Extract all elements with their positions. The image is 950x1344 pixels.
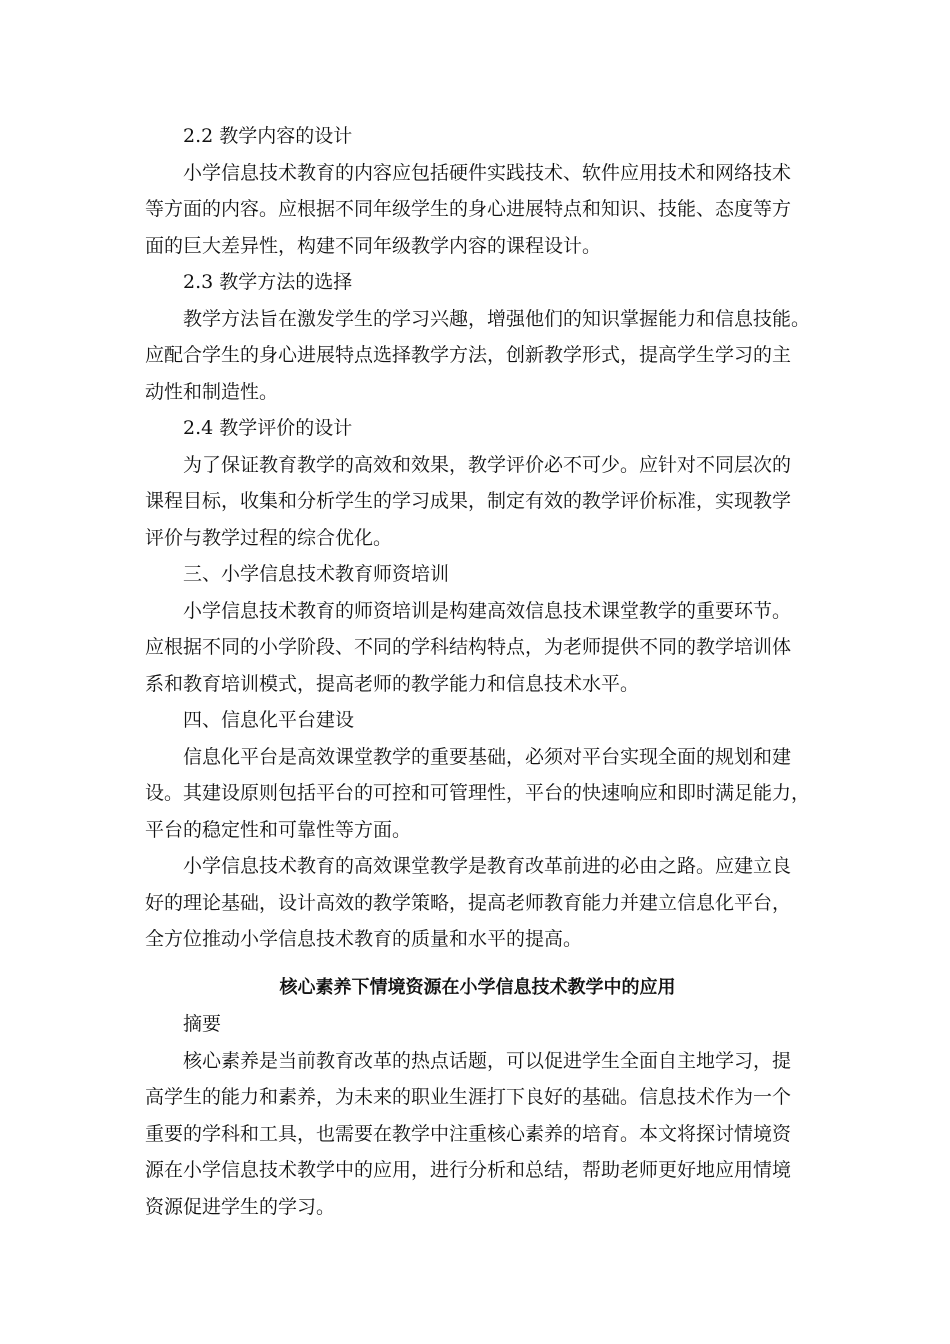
paragraph-line: 平台的稳定性和可靠性等方面。 (145, 818, 412, 841)
paragraph-line: 应根据不同的小学阶段、不同的学科结构特点，为老师提供不同的教学培训体 (145, 636, 792, 658)
paragraph-line: 面的巨大差异性，构建不同年级教学内容的课程设计。 (145, 234, 602, 257)
paragraph-line: 评价与教学过程的综合优化。 (145, 526, 393, 549)
paragraph-line: 设。其建设原则包括平台的可控和可管理性，平台的快速响应和即时满足能力， (145, 782, 811, 804)
abstract-line: 资源促进学生的学习。 (145, 1195, 336, 1218)
paragraph-line: 教学方法旨在激发学生的学习兴趣，增强他们的知识掌握能力和信息技能。 (183, 307, 811, 330)
conclusion-line: 好的理论基础，设计高效的教学策略，提高老师教育能力并建立信息化平台， (145, 891, 792, 914)
section-heading: 四、信息化平台建设 (183, 709, 355, 731)
abstract-line: 核心素养是当前教育改革的热点话题，可以促进学生全面自主地学习，提 (183, 1049, 792, 1072)
section-heading: 2.3 教学方法的选择 (183, 271, 353, 293)
paragraph-line: 小学信息技术教育的师资培训是构建高效信息技术课堂教学的重要环节。 (183, 599, 792, 622)
document-page (145, 118, 810, 1225)
abstract-line: 高学生的能力和素养，为未来的职业生涯打下良好的基础。信息技术作为一个 (145, 1086, 792, 1108)
abstract-line: 重要的学科和工具，也需要在教学中注重核心素养的培育。本文将探讨情境资 (145, 1122, 792, 1145)
section-heading: 2.2 教学内容的设计 (183, 125, 353, 147)
abstract-label: 摘要 (183, 1013, 222, 1035)
article-title: 核心素养下情境资源在小学信息技术教学中的应用 (279, 976, 676, 998)
paragraph-line: 应配合学生的身心进展特点选择教学方法，创新教学形式，提高学生学习的主 (145, 344, 792, 366)
paragraph-line: 等方面的内容。应根据不同年级学生的身心进展特点和知识、技能、态度等方 (145, 198, 792, 220)
conclusion-line: 全方位推动小学信息技术教育的质量和水平的提高。 (145, 928, 583, 950)
conclusion-line: 小学信息技术教育的高效课堂教学是教育改革前进的必由之路。应建立良 (183, 855, 792, 877)
paragraph-line: 动性和制造性。 (145, 380, 279, 403)
paragraph-line: 课程目标，收集和分析学生的学习成果，制定有效的教学评价标准，实现教学 (145, 490, 792, 512)
paragraph-line: 为了保证教育教学的高效和效果，教学评价必不可少。应针对不同层次的 (183, 453, 792, 476)
paragraph-line: 信息化平台是高效课堂教学的重要基础，必须对平台实现全面的规划和建 (183, 745, 792, 768)
paragraph-line: 小学信息技术教育的内容应包括硬件实践技术、软件应用技术和网络技术 (183, 161, 792, 184)
paragraph-line: 系和教育培训模式，提高老师的教学能力和信息技术水平。 (145, 672, 640, 695)
section-heading: 2.4 教学评价的设计 (183, 417, 353, 439)
abstract-line: 源在小学信息技术教学中的应用，进行分析和总结，帮助老师更好地应用情境 (145, 1159, 792, 1181)
section-heading: 三、小学信息技术教育师资培训 (183, 563, 450, 585)
